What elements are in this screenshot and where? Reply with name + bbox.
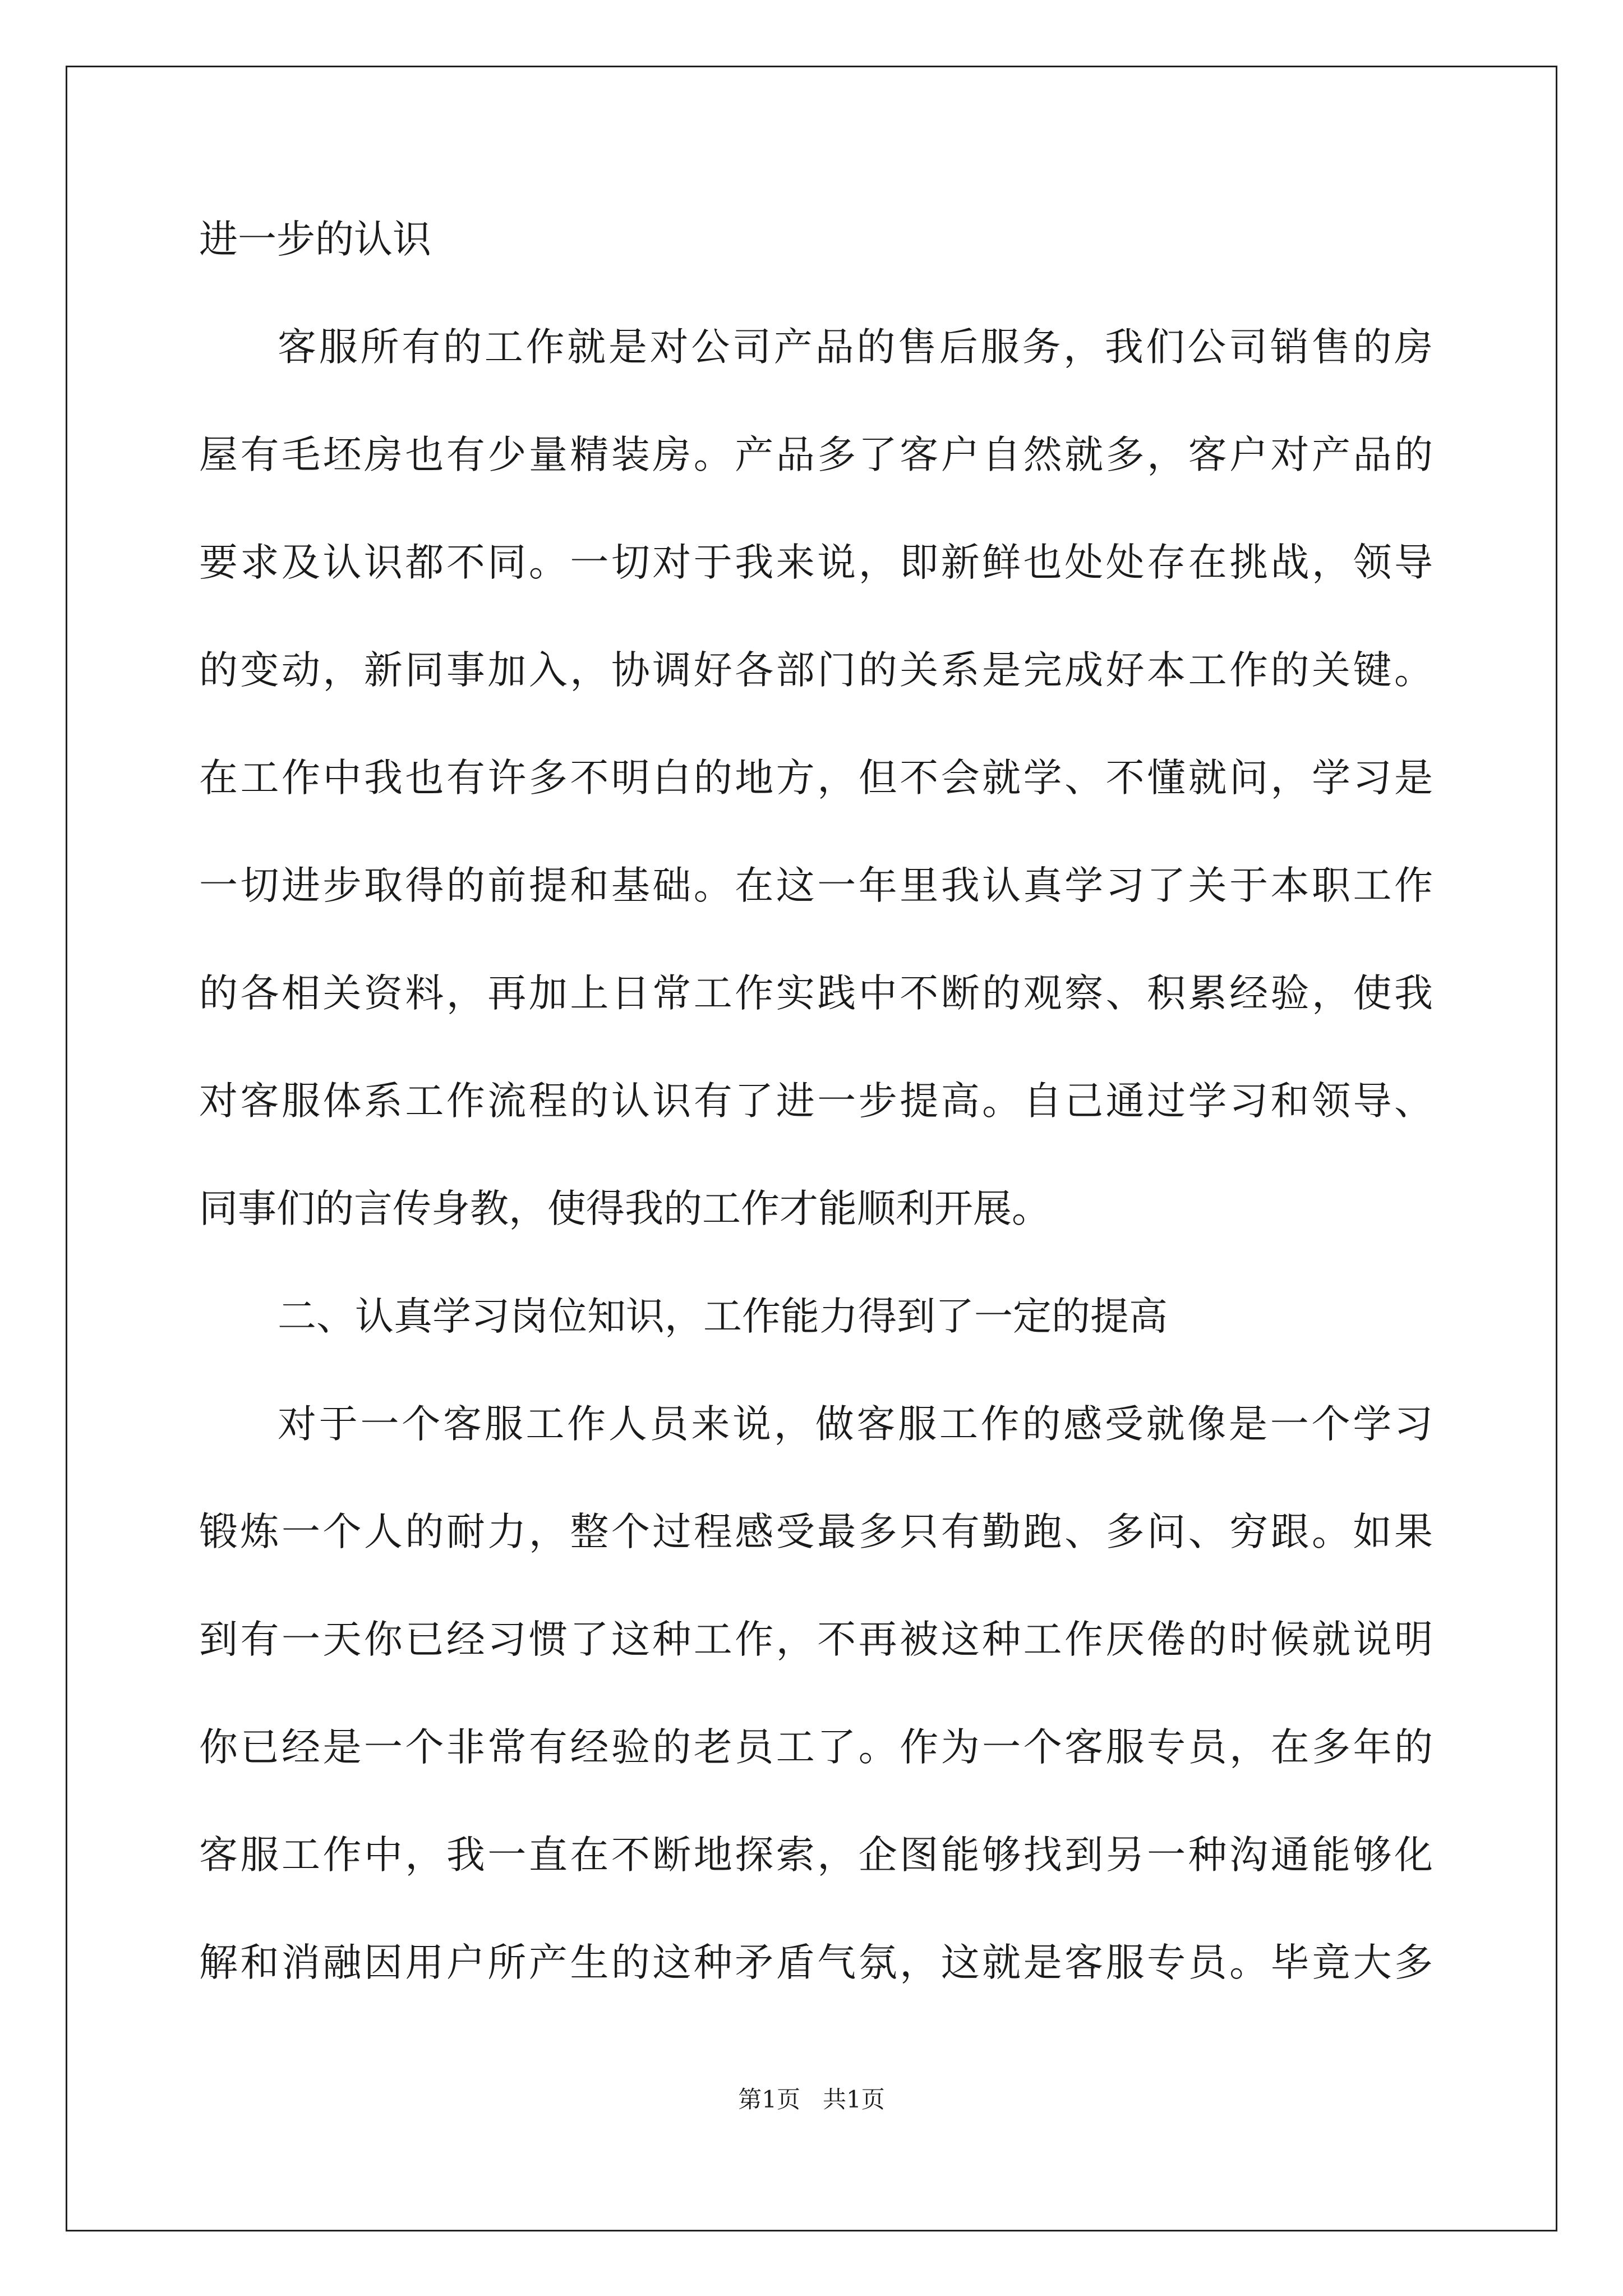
text-line: 锻炼一个人的耐力，整个过程感受最多只有勤跑、多问、穷跟。如果 bbox=[199, 1510, 1433, 1554]
text-line: 屋有毛坯房也有少量精装房。产品多了客户自然就多，客户对产品的 bbox=[199, 432, 1433, 477]
text-line: 客服工作中，我一直在不断地探索，企图能够找到另一种沟通能够化 bbox=[199, 1833, 1433, 1878]
text-line: 一切进步取得的前提和基础。在这一年里我认真学习了关于本职工作 bbox=[199, 863, 1433, 908]
page-footer bbox=[0, 2081, 1623, 2115]
text-line: 的各相关资料，再加上日常工作实践中不断的观察、积累经验，使我 bbox=[199, 971, 1433, 1016]
paragraph-start-line: 客服所有的工作就是对公司产品的售后服务，我们公司销售的房 bbox=[278, 325, 1433, 370]
section-heading: 二、认真学习岗位知识，工作能力得到了一定的提高 bbox=[278, 1294, 1168, 1339]
text-line: 同事们的言传身教，使得我的工作才能顺利开展。 bbox=[199, 1186, 1050, 1231]
page-number: 第1页 bbox=[738, 2086, 800, 2113]
text-line: 解和消融因用户所产生的这种矛盾气氛，这就是客服专员。毕竟大多 bbox=[199, 1940, 1433, 1985]
document-body bbox=[199, 213, 1433, 2044]
text-line: 对客服体系工作流程的认识有了进一步提高。自己通过学习和领导、 bbox=[199, 1079, 1433, 1124]
text-line: 你已经是一个非常有经验的老员工了。作为一个客服专员，在多年的 bbox=[199, 1725, 1433, 1770]
text-line: 在工作中我也有许多不明白的地方，但不会就学、不懂就问，学习是 bbox=[199, 756, 1433, 800]
text-line: 进一步的认识 bbox=[199, 217, 431, 262]
text-line: 要求及认识都不同。一切对于我来说，即新鲜也处处存在挑战，领导 bbox=[199, 540, 1433, 585]
text-line: 到有一天你已经习惯了这种工作，不再被这种工作厌倦的时候就说明 bbox=[199, 1617, 1433, 1662]
page-total: 共1页 bbox=[823, 2086, 885, 2113]
text-line: 的变动，新同事加入，协调好各部门的关系是完成好本工作的关键。 bbox=[199, 648, 1433, 693]
paragraph-start-line: 对于一个客服工作人员来说，做客服工作的感受就像是一个学习 bbox=[278, 1402, 1433, 1447]
